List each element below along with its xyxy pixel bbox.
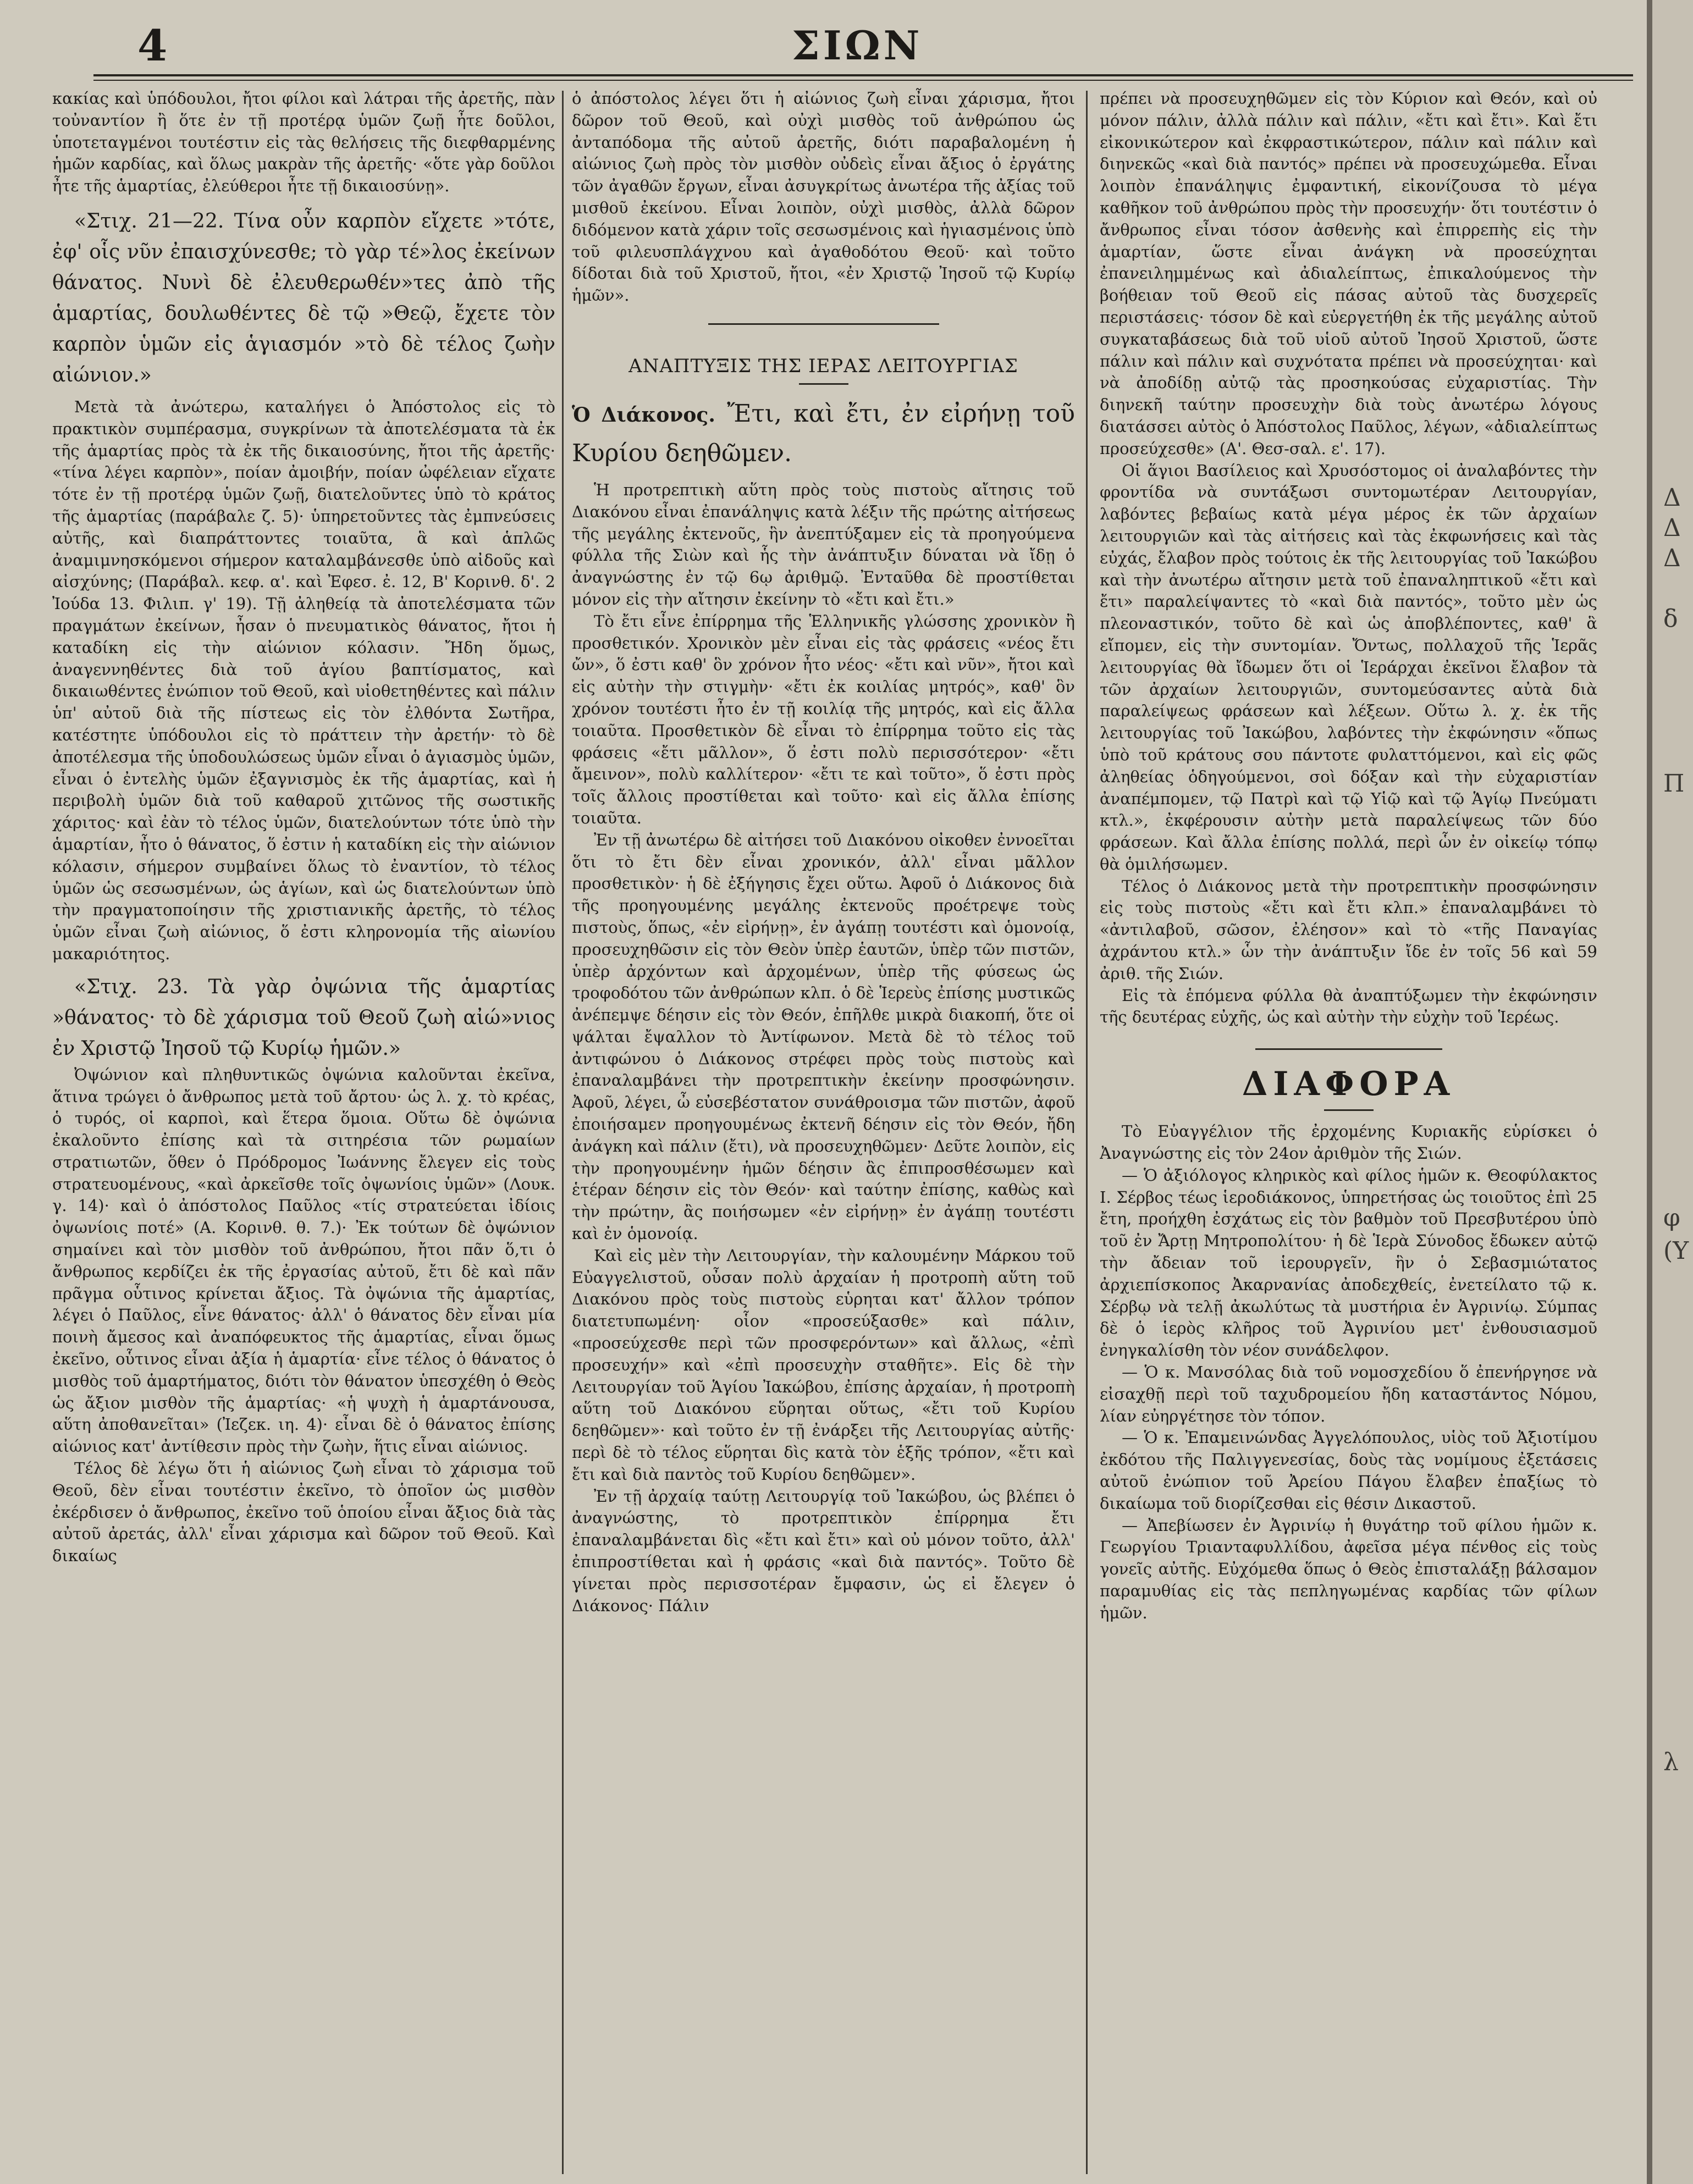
article-heading: ΑΝΑΠΤΥΞΙΣ ΤΗΣ ΙΕΡΑΣ ΛΕΙΤΟΥΡΓΙΑΣ — [628, 355, 1018, 377]
heading-rule — [1324, 1109, 1374, 1111]
deacon-petition — [572, 395, 1075, 473]
paragraph: ὁ ἀπόστολος λέγει ὅτι ἡ αἰώνιος ζωὴ εἶναι χάρισμα, ἤτοι δῶρον τοῦ Θεοῦ, καὶ οὐχὶ μισθὸς τοῦ ἀνθρώπου ὡς ἀνταπόδομα τῆς αὐτοῦ ἀρετῆς, διότι παραβαλομένη ἡ αἰώνιος ζωὴ πρὸς τὸν μισθὸν οὐδεὶς εἶναι ἄξιος ὁ ἐργάτης τῶν ἀγαθῶν ἔργων, εἶναι ἀσυγκρίτως ἀνωτέρα τῆς ἀξίας τοῦ μισθοῦ ἐκείνου. Εἶναι λοιπὸν, οὐχὶ μισθὸς, ἀλλὰ δῶρον διδόμενον κατὰ χάριν τοῖς σεσωσμένοις καὶ ἡγιασμένοις ὑπὸ τοῦ φιλευσπλάγχνου καὶ ἀγαθοδότου Θεοῦ· καὶ τοῦτο δίδοται διὰ τοῦ Χριστοῦ, ἤτοι, «ἐν Χριστῷ Ἰησοῦ τῷ Κυρίῳ ἡμῶν». — [572, 89, 1075, 305]
column-middle — [572, 88, 1075, 2171]
paragraph: Ὀψώνιον καὶ πληθυντικῶς ὀψώνια καλοῦνται ἐκεῖνα, ἅτινα τρώγει ὁ ἄνθρωπος μετὰ τοῦ ἄρτου· ὡς λ. χ. τὸ κρέας, ὁ τυρός, οἱ καρποὶ, καὶ ἕτερα ὅμοια. Οὕτω δὲ ὀψώνια ἐκαλοῦντο ἐπίσης καὶ τὰ σιτηρέσια τῶν ρωμαίων στρατιωτῶν, ὅθεν ὁ Πρόδρομος Ἰωάννης ἔλεγεν εἰς τοὺς στρατευομένους, «καὶ ἀρκεῖσθε τοῖς ὀψωνίοις ὑμῶν» (Λουκ. γ. 14)· καὶ ὁ ἀπόστολος Παῦλος «τίς στρατεύεται ἰδίοις ὀψωνίοις ποτέ» (Α. Κορινθ. θ. 7.)· Ἐκ τούτων δὲ ὀψώνιον σημαίνει καὶ τὸν μισθὸν τοῦ ἀνθρώπου, ἤτοι πᾶν ὅ,τι ὁ ἄνθρωπος κερδίζει ἐκ τῆς ἐργασίας αὐτοῦ, ἔτι δὲ καὶ πᾶν πρᾶγμα οὗτινος κρίνεται ἄξιος. Τὰ ὀψώνια τῆς ἁμαρτίας, λέγει ὁ Παῦλος, εἶνε θάνατος· ἀλλ' ὁ θάνατος δὲν εἶναι μία ποινὴ ἄμεσος καὶ ἀναπόφευκτος τῆς ἁμαρτίας, εἶναι ὅμως ἐκεῖνο, οὗτινος εἶναι ἀξία ἡ ἁμαρτία· εἶνε τέλος ὁ θάνατος ὁ μισθὸς τοῦ ἁμαρτήματος, διότι τὸν θάνατον ὑπεσχέθη ὁ Θεὸς ὡς ἄξιον μισθὸν τῆς ἁμαρτίας· «ἡ ψυχὴ ἡ ἁμαρτάνουσα, αὕτη ἀποθανεῖται» (Ἰεζεκ. ιη. 4)· εἶναι δὲ ὁ θάνατος ἐπίσης αἰώνιος κατ' ἀντίθεσιν πρὸς τὴν ζωὴν, ἥτις εἶναι αἰώνιος. — [52, 1065, 555, 1456]
section-divider — [708, 323, 939, 325]
newspaper-title: ΣΙΩΝ — [792, 22, 923, 69]
news-item: — Ἀπεβίωσεν ἐν Ἀγρινίῳ ἡ θυγάτηρ τοῦ φίλου ἡμῶν κ. Γεωργίου Τριανταφυλλίδου, ἀφεῖσα μέγα πένθος εἰς τοὺς γονεῖς αὐτῆς. Εὐχόμεθα ὅπως ὁ Θεὸς ἐπισταλάξῃ βάλσαμον παραμυθίας εἰς τὰς πεπληγωμένας καρδίας τῶν φίλων ἡμῶν. — [1100, 1516, 1597, 1622]
adjacent-fragment: λ — [1663, 1748, 1679, 1776]
column-left — [52, 88, 555, 2171]
adjacent-fragment: Π — [1663, 770, 1685, 798]
column-divider — [1086, 91, 1088, 2174]
paragraph: Τέλος δὲ λέγω ὅτι ἡ αἰώνιος ζωὴ εἶναι τὸ χάρισμα τοῦ Θεοῦ, δὲν εἶναι τουτέστιν ἐκεῖνο, τὸ ὁποῖον ὡς μισθὸν ἐκέρδισεν ὁ ἄνθρωπος, ἐκεῖνο τοῦ ὁποίου εἶναι ἄξιος διὰ τὰς αὐτοῦ ἀρετάς, ἀλλ' εἶναι χάρισμα καὶ δῶρον τοῦ Θεοῦ. Καὶ δικαίως — [52, 1459, 555, 1566]
scripture-quote: «Στιχ. 21—22. Τίνα οὖν καρπὸν εἴχετε »τότε, ἐφ' οἷς νῦν ἐπαισχύνεσθε; τὸ γὰρ τέ»λος ἐκείνων θάνατος. Νυνὶ δὲ ἐλευθερωθέν»τες ἀπὸ τῆς ἁμαρτίας, δουλωθέντες δὲ τῷ »Θεῷ, ἔχετε τὸν καρπὸν ὑμῶν εἰς ἁγιασμόν »τὸ δὲ τέλος ζωὴν αἰώνιον.» — [52, 209, 555, 386]
paragraph: Μετὰ τὰ ἀνώτερω, καταλήγει ὁ Ἀπόστολος εἰς τὸ πρακτικὸν συμπέρασμα, συγκρίνων τὰ ἀποτελέσματα τὰ ἐκ τῆς ἁμαρτίας πρὸς τὰ ἐκ τῆς δικαιοσύνης, ἤτοι τῆς ἀρετῆς· «τίνα λέγει καρπὸν», ποίαν ἀμοιβήν, ποίαν ὠφέλειαν εἴχατε τότε ἐν τῇ προτέρᾳ ὑμῶν ζωῇ, διατελοῦντες ὑπὸ τὸ κράτος τῆς ἁμαρτίας (παράβαλε ζ. 5)· ὑπηρετοῦντες τὰς ἐμπνεύσεις αὐτῆς, καὶ διαπράττοντες τοιαῦτα, ἃ καὶ ἁπλῶς ἀναμιμνησκόμενοι σήμερον καταλαμβάνεσθε ὑπὸ αἰδοῦς καὶ αἰσχύνης; (Παράβαλ. κεφ. α'. καὶ Ἐφεσ. ἐ. 12, Β' Κορινθ. δ'. 2 Ἰούδα 13. Φιλιπ. γ' 19). Τῇ ἀληθείᾳ τὰ ἀποτελέσματα τῶν πραγμάτων ἐκείνων, ἦσαν ὁ πνευματικὸς θάνατος, ἤτοι ἡ καταδίκη εἰς τὴν αἰώνιον κόλασιν. Ἤδη ὅμως, ἀναγεννηθέντες διὰ τοῦ ἁγίου βαπτίσματος, καὶ δικαιωθέντες ἐνώπιον τοῦ Θεοῦ, καὶ υἱοθετηθέντες καὶ πάλιν ὑπ' αὐτοῦ διὰ τῆς πίστεως εἰς τὸν ἐλθόντα Σωτῆρα, κατέστητε ὑπόδουλοι εἰς τὸ πράττειν τὴν ἀρετήν· τὸ δὲ ἀποτέλεσμα τῆς ὑποδουλώσεως ὑμῶν εἶναι ὁ ἁγιασμὸς ὑμῶν, εἶναι ὁ ἐντελὴς ὑμῶν ἐξαγνισμὸς ἐκ τῆς ἁμαρτίας, καὶ ἡ περιβολὴ ὑμῶν διὰ τοῦ καθαροῦ χιτῶνος τῆς σωστικῆς χάριτος· καὶ ἐὰν τὸ τέλος ὑμῶν, διατελούντων τότε ὑπὸ τὴν ἁμαρτίαν, ἦτο ὁ θάνατος, ὅ ἐστιν ἡ καταδίκη εἰς τὴν αἰώνιον κόλασιν, σήμερον συμβαίνει ὅλως τὸ ἐναντίον, τὸ τέλος ὑμῶν ὡς σεσωσμένων, ὡς ἁγίων, καὶ ὡς διατελούντων ὑπὸ τὴν πραγματοποίησιν τῆς χριστιανικῆς ἀρετῆς, τὸ τέλος ὑμῶν εἶναι ζωὴ αἰώνιος, ὅ ἐστι κληρονομία τῆς αἰωνίου μακαριότητος. — [52, 397, 555, 963]
heading-rule — [799, 383, 848, 385]
news-item: — Ὁ ἀξιόλογος κληρικὸς καὶ φίλος ἡμῶν κ. Θεοφύλακτος Ι. Σέρβος τέως ἱεροδιάκονος, ὑπηρετήσας ὡς τοιοῦτος ἐπὶ 25 ἔτη, προήχθη ἐσχάτως εἰς τὸν βαθμὸν τοῦ Πρεσβυτέρου ὑπὸ τοῦ ἐν Ἄρτῃ Μητροπολίτου· ἡ δὲ Ἱερὰ Σύνοδος ἔδωκεν αὐτῷ τὴν ἄδειαν τοῦ ἱερουργεῖν, ἣν ὁ Σεβασμιώτατος ἀρχιεπίσκοπος Ἀκαρνανίας ἀποδεχθείς, ἐνετείλατο τῷ κ. Σέρβῳ νὰ τελῇ ἀκωλύτως τὰ μυστήρια ἐν Ἀγρινίῳ. Σύμπας δὲ ὁ ἱερὸς κλῆρος τοῦ Ἀγρινίου μετ' ἐνθουσιασμοῦ ἐνηγκαλίσθη τὸν νέον συνάδελφον. — [1100, 1165, 1597, 1360]
deacon-text: Ἔτι, καὶ ἔτι, ἐν εἰρήνῃ τοῦ Κυρίου δεηθῶμεν. — [572, 399, 1075, 467]
column-right — [1100, 88, 1597, 2171]
header-rule-thin — [93, 80, 1633, 81]
adjacent-fragment: δ — [1663, 605, 1678, 633]
paragraph: Εἰς τὰ ἑπόμενα φύλλα θὰ ἀναπτύξωμεν τὴν ἐκφώνησιν τῆς δευτέρας εὐχῆς, ὡς καὶ αὐτὴν τὴν εὐχὴν τοῦ Ἱερέως. — [1100, 986, 1597, 1027]
adjacent-fragment: φ — [1663, 1204, 1680, 1232]
adjacent-fragment: Δ — [1663, 544, 1681, 572]
news-item: Τὸ Εὐαγγέλιον τῆς ἐρχομένης Κυριακῆς εὑρίσκει ὁ Ἀναγνώστης εἰς τὸν 24ον ἀριθμὸν τῆς Σιών. — [1100, 1122, 1597, 1163]
page-number: 4 — [137, 21, 168, 71]
paragraph: Τέλος ὁ Διάκονος μετὰ τὴν προτρεπτικὴν προσφώνησιν εἰς τοὺς πιστοὺς «ἔτι καὶ ἔτι κλπ.» ἐπαναλαμβάνει τὸ «ἀντιλαβοῦ, σῶσον, ἐλέησον» καὶ τὸ «τῆς Παναγίας ἀχράντου κτλ.» ὧν τὴν ἀνάπτυξιν ἴδε ἐν τοῖς 56 καὶ 59 ἀριθ. τῆς Σιών. — [1100, 876, 1597, 983]
paragraph: Ἐν τῇ ἀρχαίᾳ ταύτῃ Λειτουργίᾳ τοῦ Ἰακώβου, ὡς βλέπει ὁ ἀναγνώστης, τὸ προτρεπτικὸν ἐπίρρημα ἔτι ἐπαναλαμβάνεται δὶς «ἔτι καὶ ἔτι» καὶ οὐ μόνον τοῦτο, ἀλλ' ἐπιπροστίθεται καὶ ἡ φράσις «καὶ διὰ παντός». Τοῦτο δὲ γίνεται πρὸς περισσοτέραν ἔμφασιν, ὡς εἰ ἔλεγεν ὁ Διάκονος· Πάλιν — [572, 1486, 1075, 1615]
page-gutter — [1647, 0, 1652, 2184]
adjacent-page-edge — [1647, 0, 1693, 2184]
adjacent-fragment: (Υ — [1663, 1237, 1689, 1265]
column-divider — [562, 91, 564, 2174]
paragraph: πρέπει νὰ προσευχηθῶμεν εἰς τὸν Κύριον καὶ Θεόν, καὶ οὐ μόνον πάλιν, ἀλλὰ πάλιν καὶ πάλιν, «ἔτι καὶ ἔτι». Καὶ ἔτι εἰκονικώτερον καὶ ἐκφραστικώτερον, πάλιν καὶ πάλιν καὶ διηνεκῶς «καὶ διὰ παντός» πρέπει νὰ προσευχώμεθα. Εἶναι λοιπὸν ἐπανάληψις ἐμφαντική, εἰκονίζουσα τὸ μέγα καθῆκον τοῦ ἀνθρώπου πρὸς τὴν προσευχήν· ὅτι τουτέστιν ὁ ἄνθρωπος εἶναι τόσον ἀσθενὴς καὶ ἐπιρρεπὴς εἰς τὴν ἁμαρτίαν, ὥστε εἶναι ἀνάγκη νὰ προσεύχηται ἐπανειλημμένως καὶ ἀδιαλείπτως, ἐπικαλούμενος τὴν βοήθειαν τοῦ Θεοῦ εἰς πάσας αὐτοῦ τὰς δυσχερεῖς περιστάσεις· τόσον δὲ καὶ εὐεργετήθη ἐκ τῆς μεγάλης αὐτοῦ συγκαταβάσεως διὰ τοῦ υἱοῦ αὐτοῦ Ἰησοῦ Χριστοῦ, ὥστε πάλιν καὶ πάλιν καὶ συχνότατα πρέπει νὰ προσεύχηται· καὶ νὰ ἀποδίδῃ αὐτῷ τὰς προσηκούσας εὐχαριστίας. Τὴν διηνεκῆ ταύτην προσευχὴν διὰ τοὺς ἀνωτέρω λόγους διατάσσει αὐτὸς ὁ Ἀπόστολος Παῦλος, λέγων, «ἀδιαλείπτως προσεύχεσθε» (Α'. Θεσ-σαλ. ε'. 17). — [1100, 89, 1597, 458]
section-title: ΔΙΑΦΟΡΑ — [1242, 1065, 1455, 1104]
paragraph: Καὶ εἰς μὲν τὴν Λειτουργίαν, τὴν καλουμένην Μάρκου τοῦ Εὐαγγελιστοῦ, οὖσαν πολὺ ἀρχαίαν ἡ προτροπὴ αὕτη τοῦ Διακόνου πρὸς τοὺς πιστοὺς εὑρηται κατ' ἄλλον τρόπον διατετυπωμένη· οἷον «προσεύξασθε» καὶ πάλιν, «προσεύχεσθε περὶ τῶν προσφερόντων» καὶ ἄλλως, «ἐπὶ προσευχήν» καὶ «ἐπὶ προσευχὴν σταθῆτε». Εἰς δὲ τὴν Λειτουργίαν τοῦ Ἁγίου Ἰακώβου, ἐπίσης ἀρχαίαν, ἡ προτροπὴ αὕτη τοῦ Διακόνου εὕρηται οὕτως, «ἔτι τοῦ Κυρίου δεηθῶμεν»· καὶ τοῦτο ἐν τῇ ἐνάρξει τῆς Λειτουργίας αὐτῆς· περὶ δὲ τὸ τέλος εὕρηται δὶς κατὰ τὸν ἑξῆς τρόπον, «ἔτι καὶ ἔτι καὶ διὰ παντὸς τοῦ Κυρίου δεηθῶμεν». — [572, 1246, 1075, 1484]
news-item: — Ὁ κ. Ἐπαμεινώνδας Ἀγγελόπουλος, υἱὸς τοῦ Ἀξιοτίμου ἐκδότου τῆς Παλιγγενεσίας, δοὺς τὰς νομίμους ἐξετάσεις αὐτοῦ ἐνώπιον τοῦ Ἀρείου Πάγου ἔλαβεν ἐπαξίως τὸ δικαίωμα τοῦ διορίζεσθαι εἰς θέσιν Δικαστοῦ. — [1100, 1428, 1597, 1513]
header-rule — [93, 74, 1633, 76]
scripture-quote: «Στιχ. 23. Τὰ γὰρ ὀψώνια τῆς ἁμαρτίας »θάνατος· τὸ δὲ χάρισμα τοῦ Θεοῦ ζωὴ αἰώ»νιος ἐν Χριστῷ Ἰησοῦ τῷ Κυρίῳ ἡμῶν.» — [52, 975, 555, 1060]
paragraph: Οἱ ἅγιοι Βασίλειος καὶ Χρυσόστομος οἱ ἀναλαβόντες τὴν φροντίδα νὰ συντάξωσι συντομωτέραν Λειτουργίαν, λαβόντες βεβαίως κατὰ μέγα μέρος ἐκ τῶν ἀρχαίων λειτουργιῶν καὶ τὰς αἰτήσεις καὶ τὰς ἐκφωνήσεις καὶ τὰς εὐχάς, ἔλαβον πρὸς τούτοις ἐκ τῆς λειτουργίας τοῦ Ἰακώβου καὶ τὴν ἀνωτέρω αἴτησιν μετὰ τοῦ ἐπαναληπτικοῦ «ἔτι καὶ ἔτι» παραλείψαντες τὸ «καὶ διὰ παντός», τοῦτο μὲν ὡς πλεοναστικόν, τοῦτο δὲ καὶ ὡς ἀποβλέποντες, καθ' ἃ εἴπομεν, εἰς τὴν συντομίαν. Ὄντως, πολλαχοῦ τῆς Ἱερᾶς λειτουργίας θὰ ἴδωμεν ὅτι οἱ Ἱεράρχαι ἐκεῖνοι ἔλαβον τὰ τῶν ἀρχαίων λειτουργιῶν, συντομεύσαντες αὐτὰ διὰ παραλείψεως φράσεων καὶ λέξεων. Οὕτω λ. χ. ἐκ τῆς λειτουργίας τοῦ Ἰακώβου, λαβόντες τὴν ἐκφώνησιν «ὅπως ὑπὸ τοῦ κράτους σου πάντοτε φυλαττόμενοι, καὶ εἰς φῶς ἀληθείας ὁδηγούμενοι, σοὶ δόξαν καὶ τὴν εὐχαριστίαν ἀναπέμπομεν, τῷ Πατρὶ καὶ τῷ Υἱῷ καὶ τῷ Ἁγίῳ Πνεύματι κτλ.», ἐκφέρουσιν αὐτὴν μετὰ παραλείψεως τῶν δύο φράσεων. Καὶ ἄλλα ἐπίσης πολλά, περὶ ὧν ἐν οἰκείῳ τόπῳ θὰ ὁμιλήσωμεν. — [1100, 461, 1597, 873]
paragraph: Ἡ προτρεπτικὴ αὕτη πρὸς τοὺς πιστοὺς αἴτησις τοῦ Διακόνου εἶναι ἐπανάληψις κατὰ λέξιν τῆς πρώτης αἰτήσεως τῆς μεγάλης ἐκτενοῦς, ἣν ἀνεπτύξαμεν εἰς τὰ προηγούμενα φύλλα τῆς Σιὼν καὶ ἧς τὴν ἀνάπτυξιν δύναται νὰ ἴδῃ ὁ ἀναγνώστης ἐν τῷ 6ῳ ἀριθμῷ. Ἐνταῦθα δὲ προστίθεται μόνον εἰς τὴν αἴτησιν ἐκείνην τὸ «ἔτι καὶ ἔτι.» — [572, 480, 1075, 609]
paragraph: Τὸ ἔτι εἶνε ἐπίρρημα τῆς Ἑλληνικῆς γλώσσης χρονικὸν ἢ προσθετικόν. Χρονικὸν μὲν εἶναι εἰς τὰς φράσεις «νέος ἔτι ὤν», ὅ ἐστι καθ' ὃν χρόνον ἦτο νέος· «ἔτι καὶ νῦν», ἤτοι καὶ εἰς αὐτὴν τὴν στιγμὴν· «ἔτι ἐκ κοιλίας μητρός», καθ' ὃν χρόνον τουτέστι ἦτο ἐν τῇ κοιλίᾳ τῆς μητρός, καὶ εἰς ἄλλα τοιαῦτα. Προσθετικὸν δὲ εἶναι τὸ ἐπίρρημα τοῦτο εἰς τὰς φράσεις «ἔτι μᾶλλον», ὅ ἐστι πολὺ περισσότερον· «ἔτι ἄμεινον», πολὺ καλλίτερον· «ἔτι τε καὶ τοῦτο», ὅ ἐστι πρὸς τοῖς ἄλλοις προστίθεται καὶ τοῦτο· καὶ εἰς ἄλλα ἐπίσης τοιαῦτα. — [572, 611, 1075, 827]
deacon-label: Ὁ Διάκονος. — [572, 403, 715, 427]
adjacent-fragment: Δ — [1663, 484, 1681, 512]
paragraph: κακίας καὶ ὑπόδουλοι, ἤτοι φίλοι καὶ λάτραι τῆς ἀρετῆς, πὰν τοὐναντίον ἢ ὅτε ἐν τῇ προτέρᾳ ὑμῶν ζωῇ ἦτε δοῦλοι, ὑποτεταγμένοι τουτέστιν εἰς τὰς θελήσεις τῆς διεφθαρμένης ἡμῶν καρδίας, καὶ ὅλως μακρὰν τῆς ἀρετῆς· «ὅτε γὰρ δοῦλοι ἦτε τῆς ἁμαρτίας, ἐλεύθεροι ἦτε τῇ δικαιοσύνῃ». — [52, 89, 555, 196]
news-item: — Ὁ κ. Μανσόλας διὰ τοῦ νομοσχεδίου ὅ ἐπενήργησε νὰ εἰσαχθῇ περὶ τοῦ ταχυδρομείου ἤδη καταστάντος Νόμου, λίαν εὐηργέτησε τὸν τόπον. — [1100, 1363, 1597, 1425]
adjacent-fragment: Δ — [1663, 514, 1681, 542]
paragraph: Ἐν τῇ ἀνωτέρω δὲ αἰτήσει τοῦ Διακόνου οἰκοθεν ἐννοεῖται ὅτι τὸ ἔτι δὲν εἶναι χρονικόν, ἀλλ' εἶναι μᾶλλον προσθετικὸν· ἡ δὲ ἐξήγησις ἔχει οὕτω. Ἀφοῦ ὁ Διάκονος διὰ τῆς προηγουμένης μεγάλης ἐκτενοῦς προέτρεψε τοὺς πιστοὺς, ὅπως, «ἐν εἰρήνῃ», ἐν ἀγάπῃ τουτέστι καὶ ὁμονοίᾳ, προσευχηθῶσιν εἰς τὸν Θεὸν ὑπὲρ ἑαυτῶν, ὑπὲρ τῶν πιστῶν, ὑπὲρ ἀρχόντων καὶ ἀρχομένων, ὑπὲρ τῆς φύσεως ὡς τροφοδότου τῶν ἀνθρώπων κλπ. ὁ δὲ Ἱερεὺς ἐπίσης μυστικῶς ἀνέπεμψε δέησιν εἰς τὸν Θεόν, ἐπῆλθε μικρὰ διακοπή, ὅτε οἱ ψάλται ἔψαλλον τὸ Ἀντίφωνον. Μετὰ δὲ τὸ τέλος τοῦ ἀντιφώνου ὁ Διάκονος στρέφει πρὸς τοὺς πιστοὺς καὶ ἐπαναλαμβάνει τὴν προτρεπτικὴν ἐκείνην προσφώνησιν. Ἀφοῦ, λέγει, ὦ εὐσεβέστατον συνάθροισμα τῶν πιστῶν, ἀφοῦ ἐποιήσαμεν προηγουμένως ἐκτενῆ δέησιν εἰς τὸν Θεόν, ἤδη ἀνάγκη καὶ πάλιν (ἔτι), νὰ προσευχηθῶμεν· Δεῦτε λοιπὸν, εἰς τὴν προηγουμένην ἡμῶν δέησιν ἂς ἐπιπροσθέσωμεν καὶ ἑτέραν δέησιν εἰς τὸν Θεόν· καὶ ταύτην ἐπίσης, καθὼς καὶ τὴν πρώτην, ἂς ποιήσωμεν «ἐν εἰρήνῃ» ἐν ἀγάπῃ τουτέστι καὶ ἐν ὁμονοίᾳ. — [572, 830, 1075, 1243]
section-divider — [1255, 1048, 1442, 1050]
